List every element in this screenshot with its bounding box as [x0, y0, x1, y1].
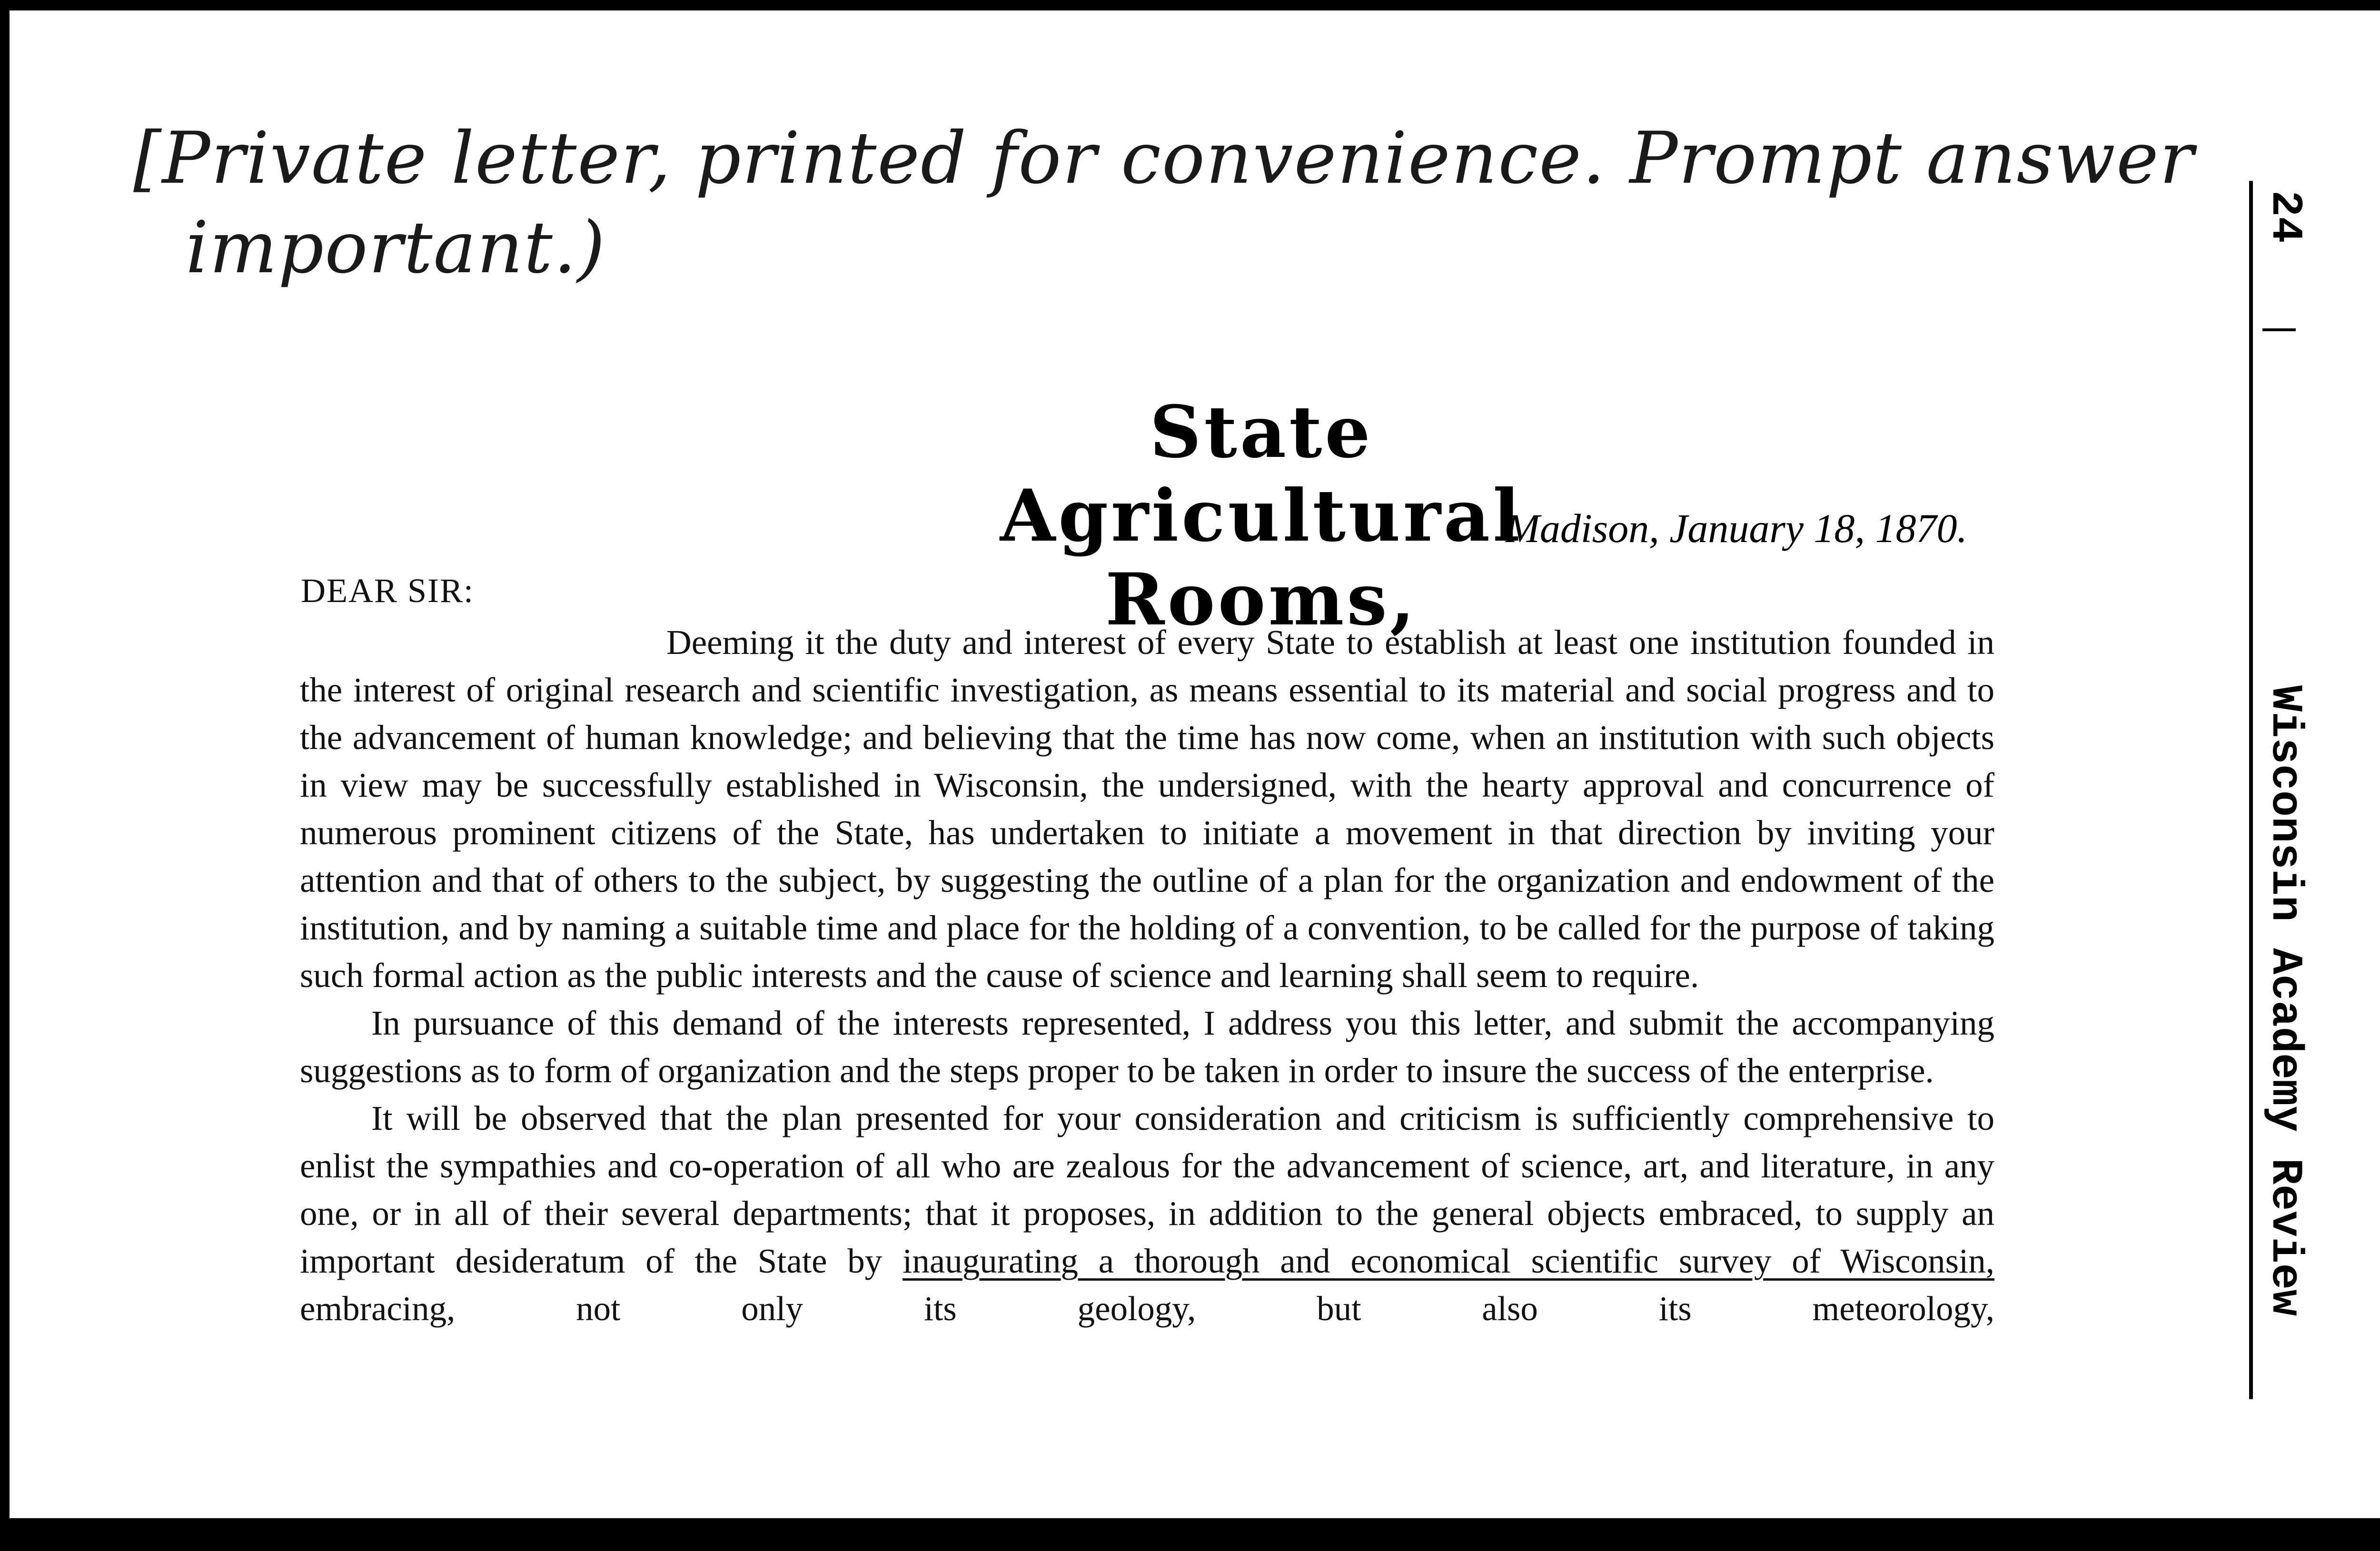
scan-border-left	[0, 0, 10, 1551]
side-journal-label	[2249, 181, 2320, 1399]
handwritten-line-2: important.)	[186, 206, 606, 289]
letterhead-title: State Agricultural Rooms,	[1000, 390, 1523, 642]
page-number: 24	[2260, 190, 2310, 243]
handwritten-annotation	[133, 114, 2195, 293]
underlined-phrase: inaugurating a thorough and economical scientific survey of Wisconsin,	[902, 1242, 1995, 1280]
paragraph-3-start: It will be observed that the plan presented for your consideration and criticism is sufficiently comprehensive to enlist the sympathies and co-operation of all who are zealous for the advancement of science, art, and literature, in any one, or in all of their several departments; that it proposes, in addition to the general objects embraced, to supply an important desideratum of the State by	[300, 1099, 1994, 1280]
scan-border-bottom	[0, 1518, 2380, 1551]
dateline: Madison, January 18, 1870.	[1506, 505, 1967, 551]
handwritten-line-1: [Private letter, printed for convenience. Prompt answer	[133, 117, 2195, 200]
paragraph-1: Deeming it the duty and interest of every State to establish at least one institution founded in the interest of original research and scientific investigation, as means essential to its material and social progress and to the advancement of human knowledge; and believing that the time has now come, when an institution with such objects in view may be successfully established in Wisconsin, the undersigned, with the hearty approval and concurrence of numerous prominent citizens of the State, has undertaken to initiate a movement in that direction by inviting your attention and that of others to the subject, by suggesting the outline of a plan for the organization and endowment of the institution, and by naming a suitable time and place for the holding of a convention, to be called for the purpose of taking such formal action as the public interests and the cause of science and learning shall seem to require.	[300, 623, 1994, 995]
paragraph-3-end: embracing, not only its geology, but also its meteorology,	[300, 1289, 1994, 1328]
journal-title: Wisconsin Academy Review	[2260, 685, 2310, 1316]
paragraph-2: In pursuance of this demand of the interests represented, I address you this letter, and submit the accompanying suggestions as to form of organization and the steps proper to be taken in order to insure the success of the enterprise.	[300, 1004, 1994, 1090]
letter-body	[300, 619, 1994, 1333]
side-rule	[2262, 328, 2296, 331]
paragraph-3	[300, 1095, 1994, 1333]
scan-border-top	[0, 0, 2380, 10]
salutation: DEAR SIR:	[301, 572, 475, 610]
